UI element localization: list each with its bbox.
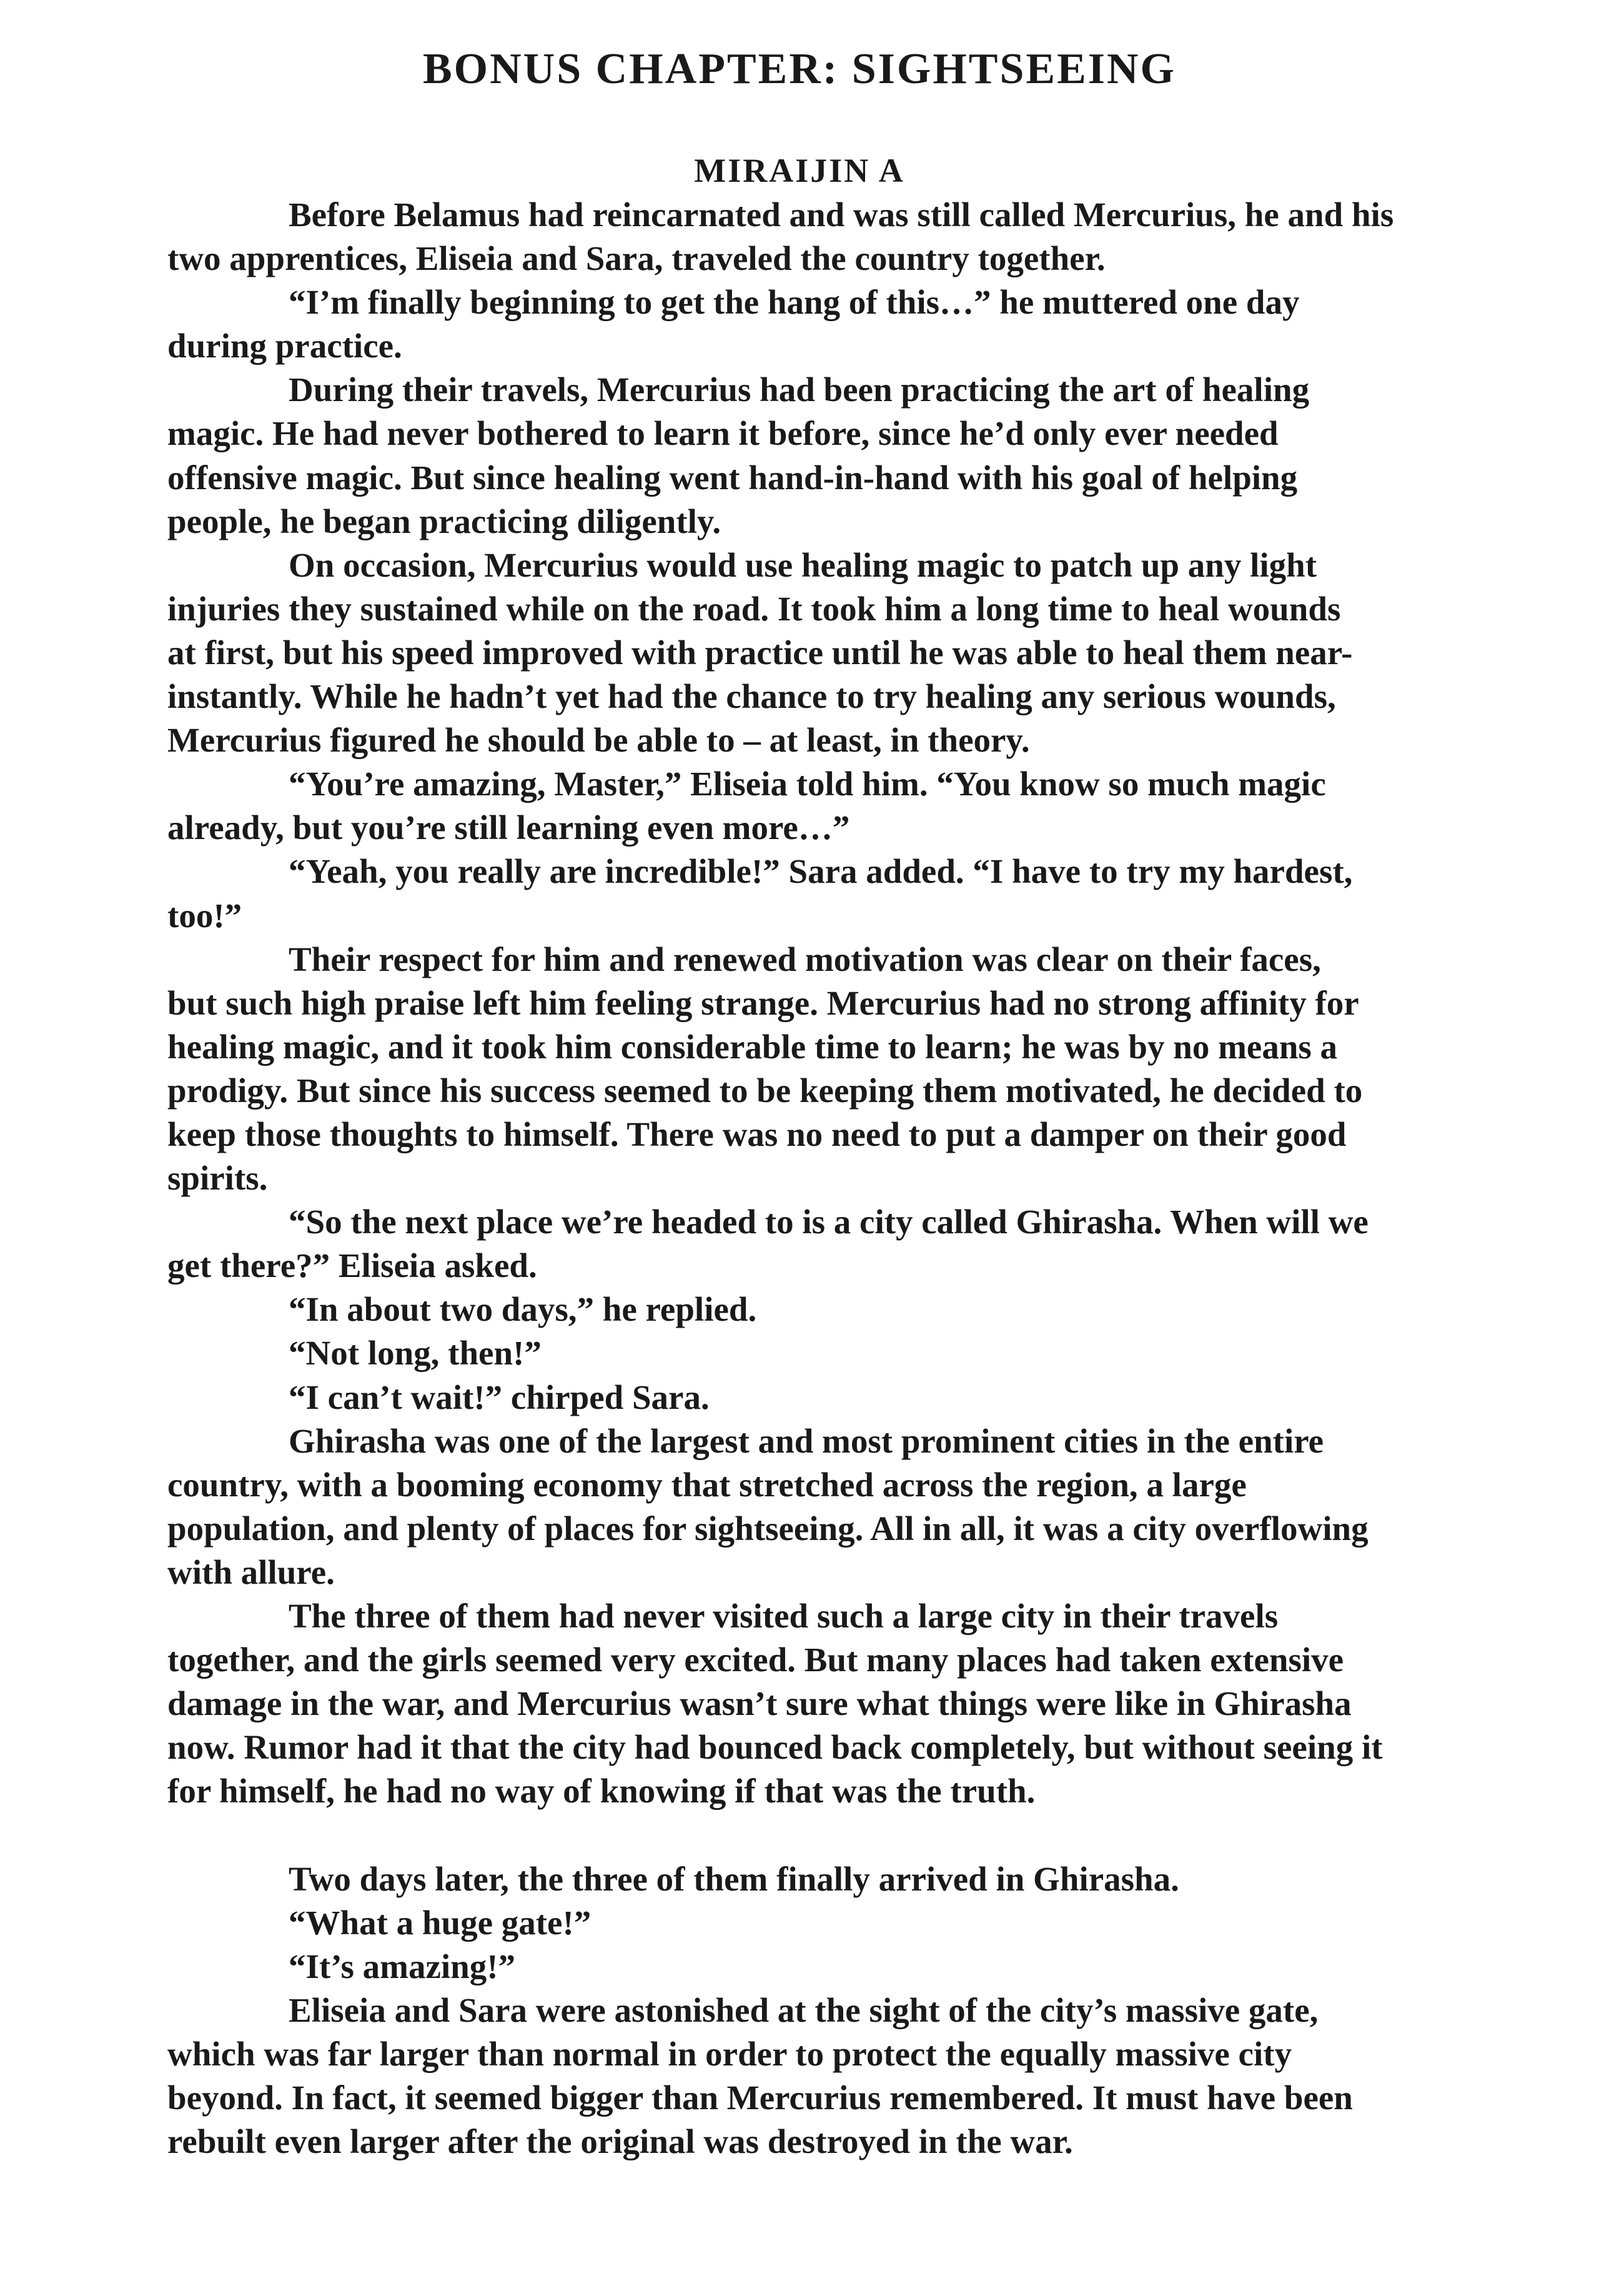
text-line: “I’m finally beginning to get the hang of this…” he muttered one day	[289, 283, 1300, 322]
text-line: “What a huge gate!”	[289, 1903, 592, 1942]
text-line: rebuilt even larger after the original was destroyed in the war.	[167, 2122, 1073, 2161]
text-line: for himself, he had no way of knowing if that was the truth.	[167, 1772, 1036, 1811]
paragraph	[167, 1288, 1485, 1331]
text-line: “It’s amazing!”	[289, 1947, 516, 1985]
text-line: “Yeah, you really are incredible!” Sara added. “I have to try my hardest,	[289, 852, 1353, 891]
text-line: instantly. While he hadn’t yet had the chance to try healing any serious wounds,	[167, 677, 1336, 716]
text-line: during practice.	[167, 327, 402, 365]
text-line: The three of them had never visited such a large city in their travels	[289, 1597, 1279, 1635]
text-line: already, but you’re still learning even more…”	[167, 808, 850, 847]
text-line: injuries they sustained while on the road. It took him a long time to heal wounds	[167, 589, 1341, 628]
text-line: damage in the war, and Mercurius wasn’t sure what things were like in Ghirasha	[167, 1684, 1352, 1723]
paragraph	[167, 1594, 1485, 1813]
text-line: Ghirasha was one of the largest and most prominent cities in the entire	[289, 1421, 1324, 1460]
paragraph	[167, 281, 1485, 368]
paragraph	[167, 1945, 1485, 1989]
paragraph	[167, 193, 1485, 281]
text-line: magic. He had never bothered to learn it before, since he’d only ever needed	[167, 414, 1279, 453]
text-line: “I can’t wait!” chirped Sara.	[289, 1378, 710, 1416]
text-line: keep those thoughts to himself. There was no need to put a damper on their good	[167, 1115, 1347, 1153]
author-name: MIRAIJIN A	[694, 152, 905, 189]
text-line: two apprentices, Eliseia and Sara, traveled the country together.	[167, 239, 1106, 278]
text-line: beyond. In fact, it seemed bigger than Mercurius remembered. It must have been	[167, 2079, 1353, 2117]
paragraph	[167, 1901, 1485, 1945]
text-line: healing magic, and it took him considerable time to learn; he was by no means a	[167, 1027, 1338, 1066]
text-line: which was far larger than normal in order to protect the equally massive city	[167, 2034, 1292, 2073]
paragraph	[167, 1331, 1485, 1375]
paragraph	[167, 1989, 1485, 2164]
text-line: now. Rumor had it that the city had bounced back completely, but without seeing it	[167, 1728, 1383, 1767]
text-line: Their respect for him and renewed motivation was clear on their faces,	[289, 940, 1321, 978]
text-line: get there?” Eliseia asked.	[167, 1246, 537, 1285]
paragraph	[167, 938, 1485, 1201]
text-line: During their travels, Mercurius had been practicing the art of healing	[289, 370, 1310, 409]
text-line: together, and the girls seemed very excited. But many places had taken extensive	[167, 1641, 1344, 1679]
paragraph	[167, 850, 1485, 937]
paragraph	[167, 368, 1485, 543]
text-line: at first, but his speed improved with practice until he was able to heal them near-	[167, 633, 1353, 672]
text-line: “In about two days,” he replied.	[289, 1290, 757, 1329]
text-line: Eliseia and Sara were astonished at the sight of the city’s massive gate,	[289, 1990, 1319, 2029]
text-line: people, he began practicing diligently.	[167, 502, 721, 540]
paragraph	[167, 544, 1485, 762]
scene-break	[167, 1813, 1485, 1857]
text-line: “Not long, then!”	[289, 1334, 542, 1373]
paragraph	[167, 1376, 1485, 1419]
paragraph	[167, 1200, 1485, 1288]
text-line: country, with a booming economy that stretched across the region, a large	[167, 1465, 1247, 1504]
paragraph	[167, 1419, 1485, 1594]
text-line: Two days later, the three of them finally arrived in Ghirasha.	[289, 1859, 1179, 1898]
chapter-title: BONUS CHAPTER: SIGHTSEEING	[422, 45, 1177, 93]
text-line: but such high praise left him feeling strange. Mercurius had no strong affinity for	[167, 983, 1359, 1022]
text-line: Before Belamus had reincarnated and was still called Mercurius, he and his	[289, 196, 1394, 234]
paragraph	[167, 762, 1485, 850]
text-line: offensive magic. But since healing went hand-in-hand with his goal of helping	[167, 458, 1298, 497]
text-line: spirits.	[167, 1159, 268, 1198]
text-line: “So the next place we’re headed to is a city called Ghirasha. When will we	[289, 1203, 1369, 1241]
text-line: prodigy. But since his success seemed to be keeping them motivated, he decided to	[167, 1071, 1363, 1110]
text-line: too!”	[167, 896, 242, 935]
chapter-body	[167, 193, 1485, 2164]
text-line: population, and plenty of places for sightseeing. All in all, it was a city overflowing	[167, 1509, 1369, 1548]
paragraph	[167, 1857, 1485, 1901]
text-line: On occasion, Mercurius would use healing magic to patch up any light	[289, 545, 1317, 584]
text-line: Mercurius figured he should be able to – at least, in theory.	[167, 721, 1030, 760]
text-line: “You’re amazing, Master,” Eliseia told him. “You know so much magic	[289, 765, 1326, 803]
text-line: with allure.	[167, 1553, 335, 1591]
